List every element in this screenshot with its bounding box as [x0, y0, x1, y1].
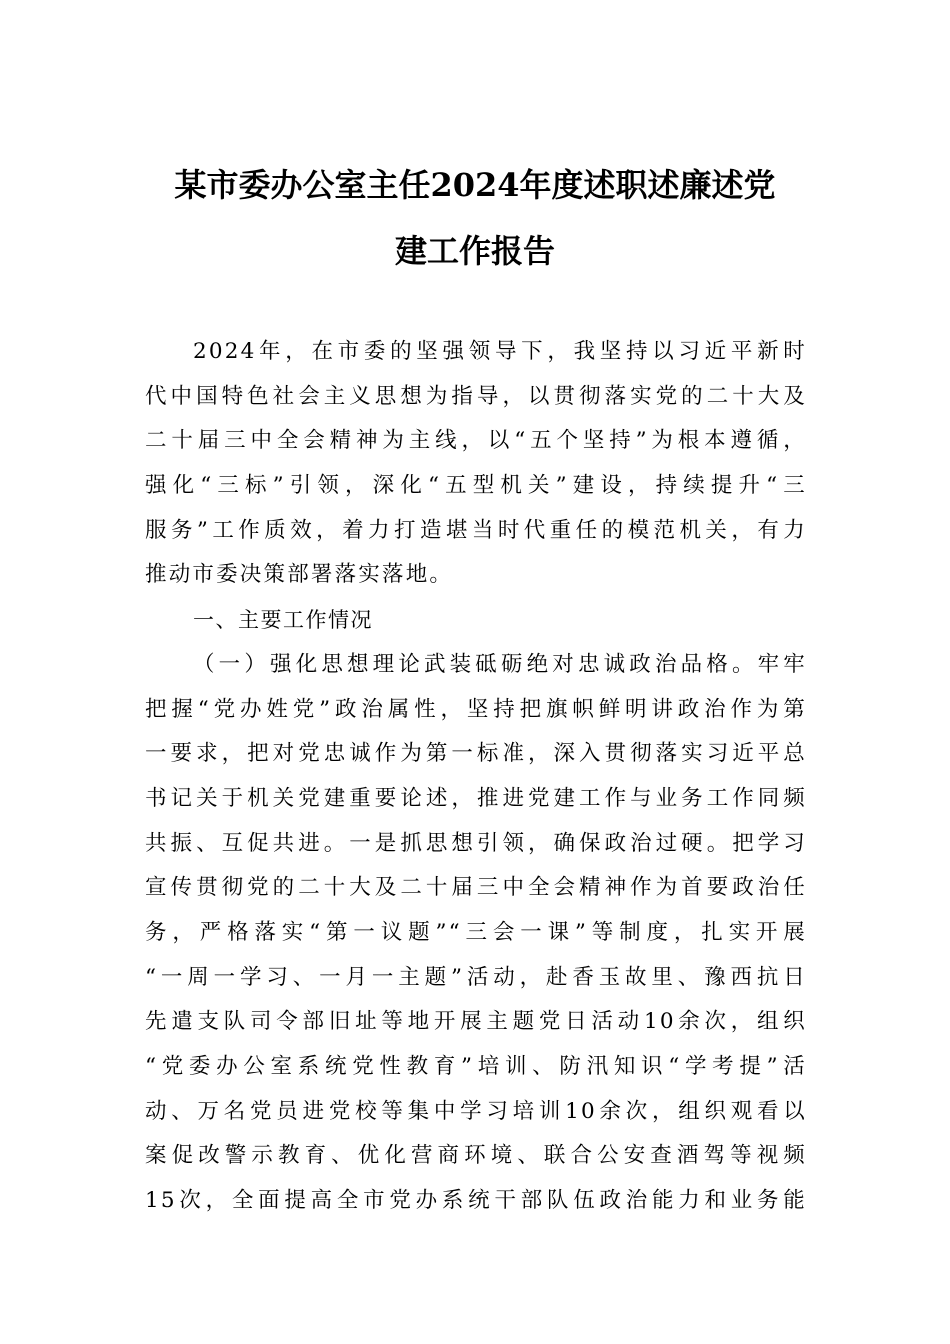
paragraph-line: “党委办公室系统党性教育”培训、防汛知识“学考提”活	[145, 1054, 807, 1079]
paragraph-line: 2024年，在市委的坚强领导下，我坚持以习近平新时	[193, 339, 807, 364]
paragraph-line: 共振、互促共进。一是抓思想引领，确保政治过硬。把学习	[145, 830, 807, 856]
paragraph-line: 推动市委决策部署落实落地。	[145, 562, 454, 588]
paragraph-line: 动、万名党员进党校等集中学习培训10余次，组织观看以	[145, 1098, 807, 1124]
paragraph-line: 代中国特色社会主义思想为指导，以贯彻落实党的二十大及	[145, 383, 807, 409]
paragraph-line: 务，严格落实“第一议题”“三会一课”等制度，扎实开展	[145, 919, 807, 945]
paragraph-line: 二十届三中全会精神为主线，以“五个坚持”为根本遵循，	[145, 428, 807, 454]
document-body	[145, 330, 807, 1224]
paragraph-line: 先遣支队司令部旧址等地开展主题党日活动10余次，组织	[145, 1009, 807, 1035]
paragraph-line: 宣传贯彻党的二十大及二十届三中全会精神作为首要政治任	[145, 875, 807, 901]
paragraph-line: 服务”工作质效，着力打造堪当时代重任的模范机关，有力	[145, 517, 807, 543]
paragraph-line: 书记关于机关党建重要论述，推进党建工作与业务工作同频	[145, 785, 807, 811]
paragraph-line: 一要求，把对党忠诚作为第一标准，深入贯彻落实习近平总	[145, 741, 807, 767]
paragraph-line: 15次，全面提高全市党办系统干部队伍政治能力和业务能	[145, 1188, 807, 1214]
paragraph-line: 强化“三标”引领，深化“五型机关”建设，持续提升“三	[145, 473, 807, 499]
paragraph-line: 把握“党办姓党”政治属性，坚持把旗帜鲜明讲政治作为第	[145, 696, 807, 722]
title-line: 某市委办公室主任2024年度述职述廉述党	[174, 166, 776, 204]
paragraph-line: （一）强化思想理论武装砥砺绝对忠诚政治品格。牢牢	[193, 651, 807, 677]
paragraph-line: 案促改警示教育、优化营商环境、联合公安查酒驾等视频	[145, 1143, 807, 1169]
paragraph-line: “一周一学习、一月一主题”活动，赴香玉故里、豫西抗日	[145, 964, 807, 990]
document-title	[145, 152, 805, 284]
section-heading: 一、主要工作情况	[193, 608, 373, 633]
title-line: 建工作报告	[394, 232, 555, 270]
